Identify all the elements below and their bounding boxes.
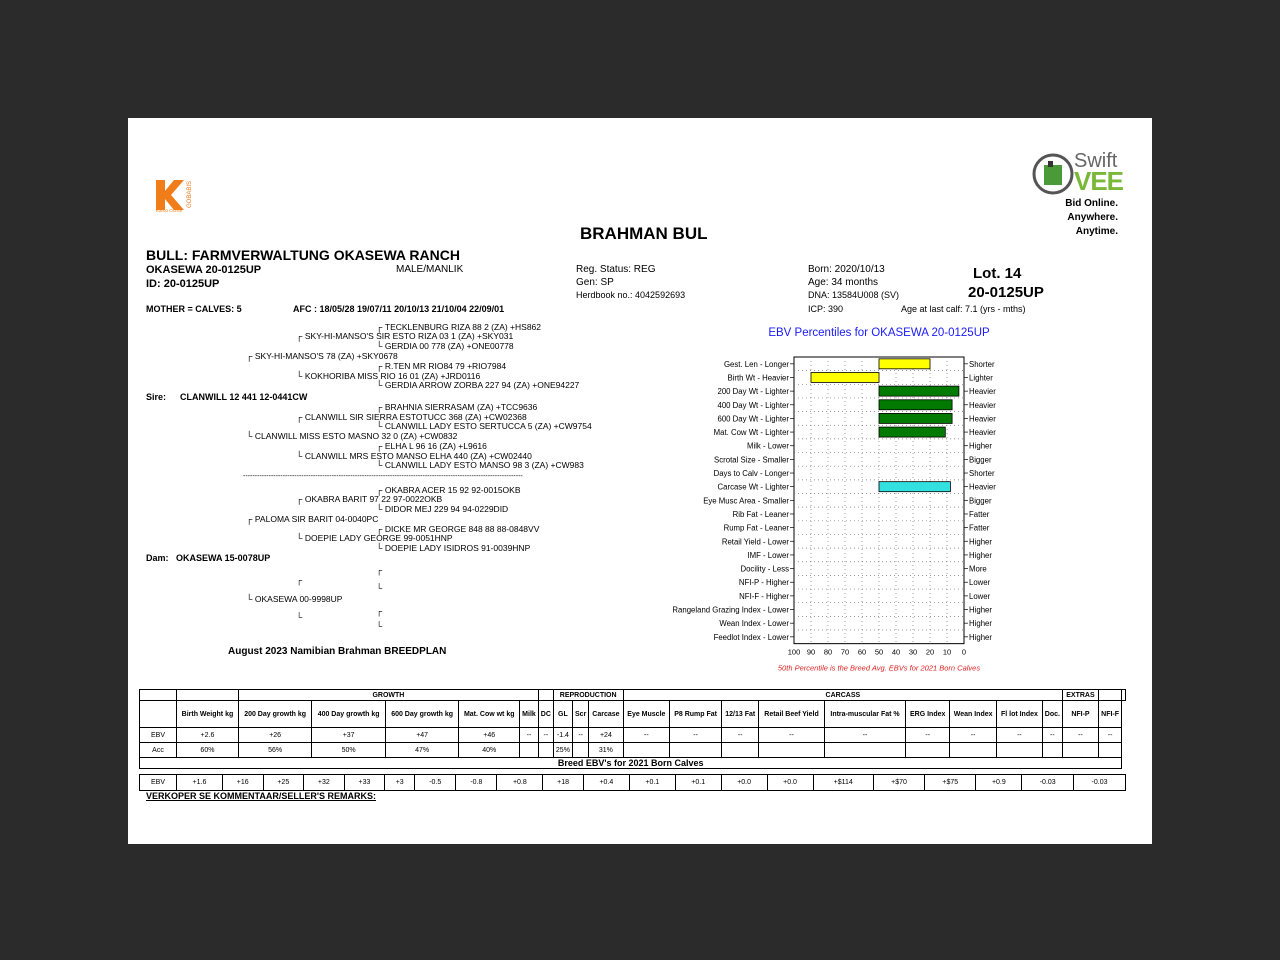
- breed-title: Breed EBV's for 2021 Born Calves: [140, 758, 1122, 769]
- pedigree-line: ┌ TECKLENBURG RIZA 88 2 (ZA) +HS862: [376, 322, 542, 332]
- x-tick-label: 90: [806, 647, 816, 657]
- animal-name: OKASEWA 20-0125UP: [146, 264, 262, 276]
- ebv-cell: --: [997, 728, 1042, 743]
- trait-label-right: Fatter: [969, 509, 990, 519]
- breed-cell: +0.8: [497, 775, 543, 791]
- pedigree-bracket: └: [376, 583, 383, 593]
- column-header: Eye Muscle: [623, 701, 670, 728]
- ebv-cell: +37: [312, 728, 386, 743]
- age-last-calf: Age at last calf: 7.1 (yrs - mths): [901, 304, 1026, 314]
- pedigree-bracket: ┌: [376, 606, 383, 616]
- pedigree-bracket: ┌: [376, 565, 383, 575]
- column-header: Retail Beef Yield: [759, 701, 824, 728]
- column-header: 400 Day growth kg: [312, 701, 386, 728]
- trait-label-right: Lower: [969, 591, 991, 601]
- trait-label-right: Bigger: [969, 496, 992, 506]
- pedigree-line: └ GERDIA 00 778 (ZA) +ONE00778: [376, 341, 514, 351]
- chart-title: EBV Percentiles for OKASEWA 20-0125UP: [768, 327, 990, 339]
- ebv-cell: +24: [589, 728, 623, 743]
- breed-cell: +$114: [813, 775, 873, 791]
- pedigree-bracket: └: [376, 621, 383, 631]
- pedigree-line: └ DIDOR MEJ 229 94 94-0229DID: [376, 504, 509, 514]
- sire-name: CLANWILL 12 441 12-0441CW: [180, 392, 308, 402]
- column-header: NFI-P: [1063, 701, 1099, 728]
- breed-cell: -0.5: [415, 775, 456, 791]
- trait-label-left: Mat. Cow Wt - Lighter: [713, 428, 789, 438]
- ebv-cell: --: [906, 728, 950, 743]
- x-tick-label: 40: [891, 647, 901, 657]
- trait-label-left: NFI-F - Higher: [739, 591, 789, 601]
- column-header: Intra-muscular Fat %: [824, 701, 906, 728]
- trait-label-left: Rangeland Grazing Index - Lower: [672, 605, 789, 615]
- breed-cell: -0.03: [1022, 775, 1074, 791]
- pedigree-line: └ CLANWILL LADY ESTO MANSO 98 3 (ZA) +CW983: [376, 460, 584, 470]
- bull-owner: BULL: FARMVERWALTUNG OKASEWA RANCH: [146, 247, 460, 263]
- breed-cell: +3: [385, 775, 415, 791]
- acc-cell: [997, 743, 1042, 758]
- trait-label-left: 400 Day Wt - Lighter: [717, 400, 789, 410]
- trait-label-left: 600 Day Wt - Lighter: [717, 414, 789, 424]
- ebv-cell: --: [623, 728, 670, 743]
- breed-ebv-row: [140, 775, 1126, 791]
- column-header: NFI-F: [1098, 701, 1122, 728]
- pedigree-bracket: └: [296, 612, 303, 622]
- animal-id: ID: 20-0125UP: [146, 278, 220, 290]
- trait-label-left: NFI-P - Higher: [738, 578, 789, 588]
- gen: Gen: SP: [576, 277, 614, 288]
- x-tick-label: 60: [857, 647, 867, 657]
- breed-cell: +0.1: [629, 775, 675, 791]
- acc-row: [140, 743, 1126, 758]
- page-title: BRAHMAN BUL: [580, 224, 708, 243]
- sire-label: Sire:: [146, 392, 167, 402]
- group-reproduction: REPRODUCTION: [553, 690, 623, 701]
- trait-label-right: Heavier: [969, 387, 996, 397]
- acc-cell: [1042, 743, 1063, 758]
- trait-label-left: Milk - Lower: [746, 441, 789, 451]
- pedigree-line: ┌ ELHA L 96 16 (ZA) +L9616: [376, 441, 487, 451]
- trait-label-right: Higher: [969, 632, 992, 642]
- breed-cell: +$75: [925, 775, 976, 791]
- ebv-cell: --: [1042, 728, 1063, 743]
- ebv-cell: --: [573, 728, 589, 743]
- swift-text: Swift: [1074, 150, 1118, 172]
- x-tick-label: 50: [874, 647, 884, 657]
- trait-label-right: Higher: [969, 619, 992, 629]
- pedigree-line: └ CLANWILL MISS ESTO MASNO 32 0 (ZA) +CW0832: [246, 431, 458, 441]
- acc-cell: [722, 743, 759, 758]
- dam-label: Dam:: [146, 553, 169, 563]
- percentile-bar: [879, 400, 952, 410]
- column-header: Carcase: [589, 701, 623, 728]
- pedigree-line: ┌ CLANWILL SIR SIERRA ESTOTUCC 368 (ZA) +CW02368: [296, 412, 527, 422]
- dna: DNA: 13584U008 (SV): [808, 290, 900, 300]
- x-tick-label: 80: [823, 647, 833, 657]
- ebv-cell: --: [949, 728, 996, 743]
- breedplan-label: August 2023 Namibian Brahman BREEDPLAN: [228, 646, 447, 657]
- column-header: 12/13 Fat: [722, 701, 759, 728]
- acc-cell: [520, 743, 539, 758]
- trait-label-right: Heavier: [969, 428, 996, 438]
- ebv-percentile-chart: [648, 318, 1028, 683]
- pedigree-line: └ DOEPIE LADY GEORGE 99-0051HNP: [296, 533, 453, 543]
- trait-label-right: Lower: [969, 578, 991, 588]
- lot-id: 20-0125UP: [968, 284, 1044, 301]
- group-growth: GROWTH: [238, 690, 538, 701]
- acc-cell: 60%: [177, 743, 239, 758]
- dam-name: OKASEWA 15-0078UP: [176, 553, 271, 563]
- column-header: Birth Weight kg: [177, 701, 239, 728]
- acc-cell: 50%: [312, 743, 386, 758]
- ebv-cell: -1.4: [553, 728, 572, 743]
- column-header: Wean Index: [949, 701, 996, 728]
- x-tick-label: 30: [908, 647, 918, 657]
- acc-cell: [538, 743, 553, 758]
- breed-cell: +32: [304, 775, 345, 791]
- ebv-row: [140, 728, 1126, 743]
- x-tick-label: 100: [787, 647, 801, 657]
- tagline-3: Anytime.: [1075, 226, 1118, 237]
- column-header: P8 Rump Fat: [670, 701, 722, 728]
- chart-footnote: 50th Percentile is the Breed Avg. EBVs for 2021 Born Calves: [777, 663, 981, 673]
- breed-cell: +25: [263, 775, 304, 791]
- pedigree-line: └ CLANWILL MRS ESTO MANSO ELHA 440 (ZA) +CW02440: [296, 451, 532, 461]
- acc-cell: [759, 743, 824, 758]
- trait-label-right: Higher: [969, 605, 992, 615]
- breed-cell: +0.0: [767, 775, 813, 791]
- acc-cell: [623, 743, 670, 758]
- trait-label-right: Higher: [969, 550, 992, 560]
- afc-dates: AFC : 18/05/28 19/07/11 20/10/13 21/10/04 22/09/01: [293, 304, 505, 314]
- ebv-cell: --: [520, 728, 539, 743]
- vee-text: VEE: [1074, 166, 1124, 196]
- x-tick-label: 70: [840, 647, 850, 657]
- pedigree-line: ┌ BRAHNIA SIERRASAM (ZA) +TCC9636: [376, 402, 538, 412]
- column-header-row: [140, 701, 1126, 728]
- column-header: DC: [538, 701, 553, 728]
- ebv-cell: --: [824, 728, 906, 743]
- trait-label-left: Wean Index - Lower: [719, 619, 789, 629]
- breed-cell: +0.9: [976, 775, 1022, 791]
- acc-cell: [824, 743, 906, 758]
- pedigree-line: ┌ OKABRA ACER 15 92 92-0015OKB: [376, 485, 521, 495]
- pedigree-bracket: ┌: [296, 575, 303, 585]
- acc-cell: 56%: [238, 743, 312, 758]
- trait-label-left: Eye Musc Area - Smaller: [703, 496, 789, 506]
- trait-label-left: Rib Fat - Leaner: [732, 509, 789, 519]
- ebv-cell: --: [759, 728, 824, 743]
- trait-label-left: IMF - Lower: [747, 550, 789, 560]
- acc-cell: [1098, 743, 1122, 758]
- ebv-cell: --: [1063, 728, 1099, 743]
- herdbook-no: Herdbook no.: 4042592693: [576, 290, 686, 300]
- ebv-cell: --: [722, 728, 759, 743]
- gobabis-k-logo: [154, 178, 194, 218]
- trait-label-left: Docility - Less: [740, 564, 789, 574]
- born-date: Born: 2020/10/13: [808, 264, 885, 275]
- trait-label-left: Gest. Len - Longer: [723, 359, 789, 369]
- percentile-bar: [879, 413, 952, 423]
- breed-cell: -0.8: [456, 775, 497, 791]
- pedigree-line: ┌ OKABRA BARIT 97 22 97-0022OKB: [296, 494, 443, 504]
- percentile-bar: [879, 482, 950, 492]
- column-header: Fl lot Index: [997, 701, 1042, 728]
- trait-label-right: Lighter: [969, 373, 993, 383]
- breed-cell: +0.0: [721, 775, 767, 791]
- breed-cell: -0.03: [1074, 775, 1126, 791]
- age: Age: 34 months: [808, 277, 879, 288]
- icp: ICP: 390: [808, 304, 844, 314]
- mother-calves: MOTHER = CALVES: 5: [146, 304, 242, 314]
- trait-label-right: Shorter: [969, 469, 995, 479]
- column-header: 600 Day growth kg: [385, 701, 459, 728]
- column-header: 200 Day growth kg: [238, 701, 312, 728]
- column-header: Milk: [520, 701, 539, 728]
- reg-status: Reg. Status: REG: [576, 264, 656, 275]
- breed-row-label: EBV: [140, 775, 177, 791]
- trait-label-left: Carcase Wt - Lighter: [717, 482, 789, 492]
- percentile-bar: [879, 427, 945, 437]
- pedigree-line: ┌ SKY-HI-MANSO'S SIR ESTO RIZA 03 1 (ZA) +SKY031: [296, 331, 514, 341]
- seller-remarks: VERKOPER SE KOMMENTAAR/SELLER'S REMARKS:: [146, 791, 376, 801]
- ebv-cell: --: [1098, 728, 1122, 743]
- breed-cell: +0.4: [583, 775, 629, 791]
- tagline-1: Bid Online.: [1065, 198, 1118, 209]
- auction-sheet: [128, 118, 1152, 844]
- breed-ebv-table: [139, 774, 1126, 791]
- pedigree-line: └ GERDIA ARROW ZORBA 227 94 (ZA) +ONE94227: [376, 380, 580, 390]
- pedigree-line: ┌ R.TEN MR RIO84 79 +RIO7984: [376, 361, 507, 371]
- breed-cell: +16: [222, 775, 263, 791]
- trait-label-right: Higher: [969, 441, 992, 451]
- breed-cell: +0.1: [675, 775, 721, 791]
- trait-label-right: More: [969, 564, 987, 574]
- column-header: Mat. Cow wt kg: [459, 701, 520, 728]
- acc-cell: [949, 743, 996, 758]
- gobabis-text: GOBABIS: [187, 180, 193, 208]
- pedigree-line: ┌ PALOMA SIR BARIT 04-0040PC: [246, 514, 379, 524]
- trait-label-right: Bigger: [969, 455, 992, 465]
- trait-label-right: Heavier: [969, 482, 996, 492]
- trait-label-left: Scrotal Size - Smaller: [714, 455, 789, 465]
- column-header: Scr: [573, 701, 589, 728]
- trait-label-left: Rump Fat - Leaner: [723, 523, 789, 533]
- ebv-row-label: EBV: [140, 728, 177, 743]
- column-header: GL: [553, 701, 572, 728]
- pedigree-line: └ DOEPIE LADY ISIDROS 91-0039HNP: [376, 543, 531, 553]
- swift-vee-logo: [1032, 152, 1122, 242]
- pedigree-line: ┌ DICKE MR GEORGE 848 88 88-0848VV: [376, 524, 540, 534]
- acc-cell: 47%: [385, 743, 459, 758]
- trait-label-left: 200 Day Wt - Lighter: [717, 387, 789, 397]
- acc-cell: 25%: [553, 743, 572, 758]
- trait-label-right: Heavier: [969, 414, 996, 424]
- ebv-table: [139, 689, 1126, 769]
- tagline-2: Anywhere.: [1067, 212, 1118, 223]
- x-tick-label: 0: [961, 647, 967, 657]
- pedigree-line: └ KOKHORIBA MISS RIO 16 01 (ZA) +JRD0116: [296, 371, 481, 381]
- x-tick-label: 10: [942, 647, 952, 657]
- trait-label-right: Heavier: [969, 400, 996, 410]
- trait-label-left: Days to Calv - Longer: [713, 469, 789, 479]
- group-carcass: CARCASS: [623, 690, 1063, 701]
- pedigree-line: ┌ SKY-HI-MANSO'S 78 (ZA) +SKY0678: [246, 351, 398, 361]
- ebv-cell: +2.6: [177, 728, 239, 743]
- acc-cell: [1063, 743, 1099, 758]
- breed-cell: +18: [543, 775, 584, 791]
- acc-cell: [906, 743, 950, 758]
- trait-label-right: Higher: [969, 537, 992, 547]
- ebv-cell: --: [538, 728, 553, 743]
- pedigree-line: └ OKASEWA 00-9998UP: [246, 594, 343, 604]
- ebv-cell: +46: [459, 728, 520, 743]
- karoo-text: Karoo Ochse: [156, 208, 183, 213]
- column-header: Doc.: [1042, 701, 1063, 728]
- ebv-cell: +26: [238, 728, 312, 743]
- trait-label-left: Retail Yield - Lower: [721, 537, 789, 547]
- column-header: ERG Index: [906, 701, 950, 728]
- pedigree-divider: ------------------------------------------------------------------------------------------------------------------------: [243, 473, 523, 480]
- group-header-row: [140, 690, 1126, 701]
- lot-number: Lot. 14: [973, 265, 1022, 282]
- breed-cell: +$70: [873, 775, 924, 791]
- trait-label-right: Fatter: [969, 523, 990, 533]
- percentile-bar: [879, 359, 930, 369]
- group-extras: EXTRAS: [1063, 690, 1099, 701]
- ebv-cell: +47: [385, 728, 459, 743]
- acc-cell: [670, 743, 722, 758]
- pedigree-line: └ CLANWILL LADY ESTO SERTUCCA 5 (ZA) +CW9754: [376, 421, 592, 431]
- breed-cell: +1.6: [177, 775, 223, 791]
- x-tick-label: 20: [925, 647, 935, 657]
- ebv-cell: --: [670, 728, 722, 743]
- trait-label-right: Shorter: [969, 359, 995, 369]
- acc-cell: [573, 743, 589, 758]
- acc-cell: 31%: [589, 743, 623, 758]
- percentile-bar: [811, 372, 879, 382]
- breed-cell: +33: [344, 775, 385, 791]
- acc-cell: 40%: [459, 743, 520, 758]
- trait-label-left: Birth Wt - Heavier: [727, 373, 789, 383]
- animal-sex: MALE/MANLIK: [396, 264, 464, 275]
- trait-label-left: Feedlot Index - Lower: [713, 632, 789, 642]
- acc-row-label: Acc: [140, 743, 177, 758]
- swift-vee-cow-icon: [1032, 153, 1076, 197]
- percentile-bar: [879, 386, 959, 396]
